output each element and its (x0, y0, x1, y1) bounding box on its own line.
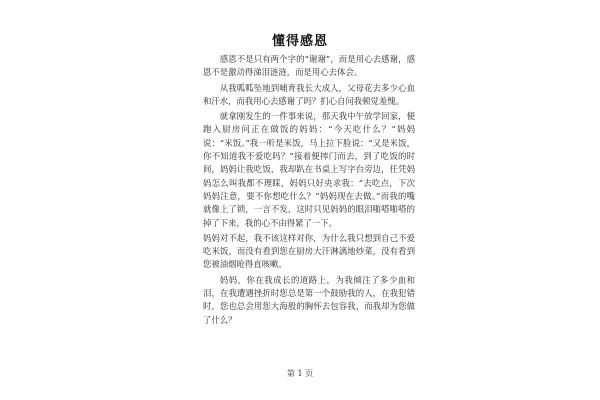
paragraph-intro: 感恩不是只有两个字的“谢谢”，而是用心去感谢，感恩不是激动得涕泪涟涟，而是用心去体会。 (203, 54, 415, 78)
page-number: 第 1 页 (286, 369, 314, 378)
paragraph-story: 就拿刚发生的一件事来说，那天我中午放学回家，便跑入厨房问正在做饭的妈妈：“今天吃什么？”妈妈说：“米饭。”我一听是米饭，马上拉下脸说：“又是米饭，你不知道我不爱吃吗？”接着便摔门而去，到了吃饭的时间，妈妈让我吃饭，我却趴在书桌上写字台旁边，任凭妈妈怎么叫我都不理睬，妈妈只好央求我：“去吃点，下次妈妈注意，要不你想吃什么？”妈妈现在去做。”而我的嘴就像上了锁，一言不发，这时只见妈妈的眼泪啪嗒啪嗒的掉了下来，我的心不由得紧了一下。 (203, 111, 415, 228)
document-title: 懂得感恩 (271, 34, 328, 49)
paragraph-closing: 妈妈，你在我成长的道路上，为我倾注了多少血和泪，在我遭遇挫折时您总是第一个鼓励我的人，在我犯错时，您也总会用您大海般的胸怀去包容我，而我却为您做了什么？ (203, 274, 415, 325)
paragraph-apology: 妈妈对不起，我不该这样对你，为什么我只想到自己不爱吃米饭，而没有看到您在厨房大汗淋漓地炒菜，没有看到您被油烟呛得直咳嗽。 (203, 232, 415, 270)
paragraph-parents: 从我呱呱坠地到哺育我长大成人，父母花去多少心血和汗水，而我用心去感谢了吗？扪心自问我顿觉羞愧。 (203, 82, 415, 106)
document-body (203, 53, 415, 329)
